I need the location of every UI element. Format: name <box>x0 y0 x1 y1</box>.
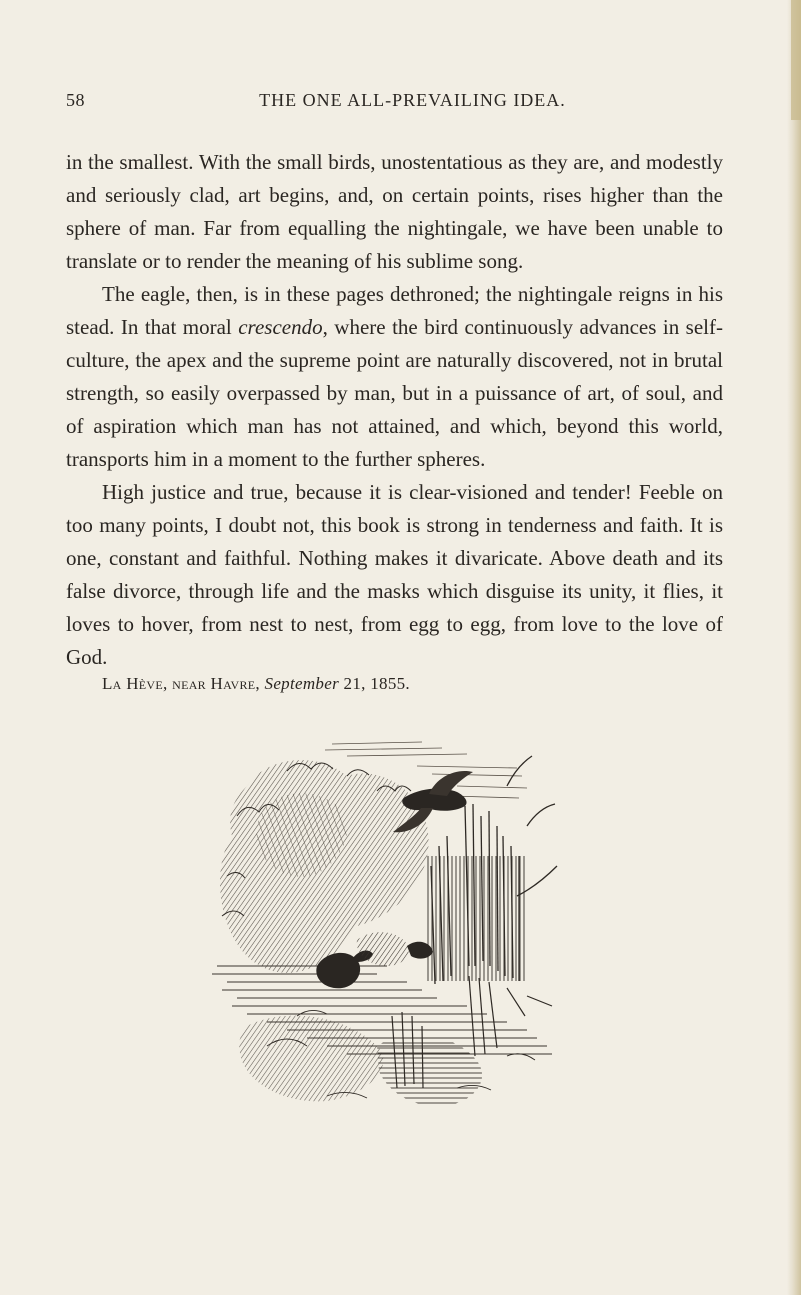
paragraph-2-text-start: The eagle, then, is in these pages dethroned; the nightingale reigns in his stead. In that moral <box>66 282 723 339</box>
paragraph-2-text-end: , where the bird continuously advances in self-culture, the apex and the supreme point are naturally discovered, not in brutal strength, so easily overpassed by man, but in a puissance of art, of soul, and of aspiration which man has not attained, and which, beyond this world, transports him in a moment to the further spheres. <box>66 315 723 471</box>
dateline-date: 21, 1855. <box>338 674 410 693</box>
body-text <box>66 146 723 674</box>
page-edge-tab <box>791 0 801 120</box>
page-edge-shadow <box>787 0 801 1295</box>
dateline-month: September <box>264 674 339 693</box>
dateline <box>102 674 410 694</box>
paragraph-3: High justice and true, because it is clear-visioned and tender! Feeble on too many points, I doubt not, this book is strong in tenderness and faith. It is one, constant and faithful. Nothing makes it divaricate. Above death and its false divorce, through life and the masks which disguise its unity, it flies, it loves to hover, from nest to nest, from egg to egg, from love to the love of God. <box>66 480 723 669</box>
dateline-place: La Hève, near Havre, <box>102 674 260 693</box>
paragraph-2-emphasis: crescendo <box>238 315 323 339</box>
engraved-vignette-bird-in-reeds-icon <box>207 716 597 1111</box>
paragraph-2 <box>66 278 723 476</box>
page-number: 58 <box>66 90 85 110</box>
running-head-title: THE ONE ALL-PREVAILING IDEA. <box>259 90 566 110</box>
paragraph-1: in the smallest. With the small birds, unostentatious as they are, and modestly and seriously clad, art begins, and, on certain points, rises higher than the sphere of man. Far from equalling the nightingale, we have been unable to translate or to render the meaning of his sublime song. <box>66 150 723 273</box>
running-head <box>66 90 723 116</box>
